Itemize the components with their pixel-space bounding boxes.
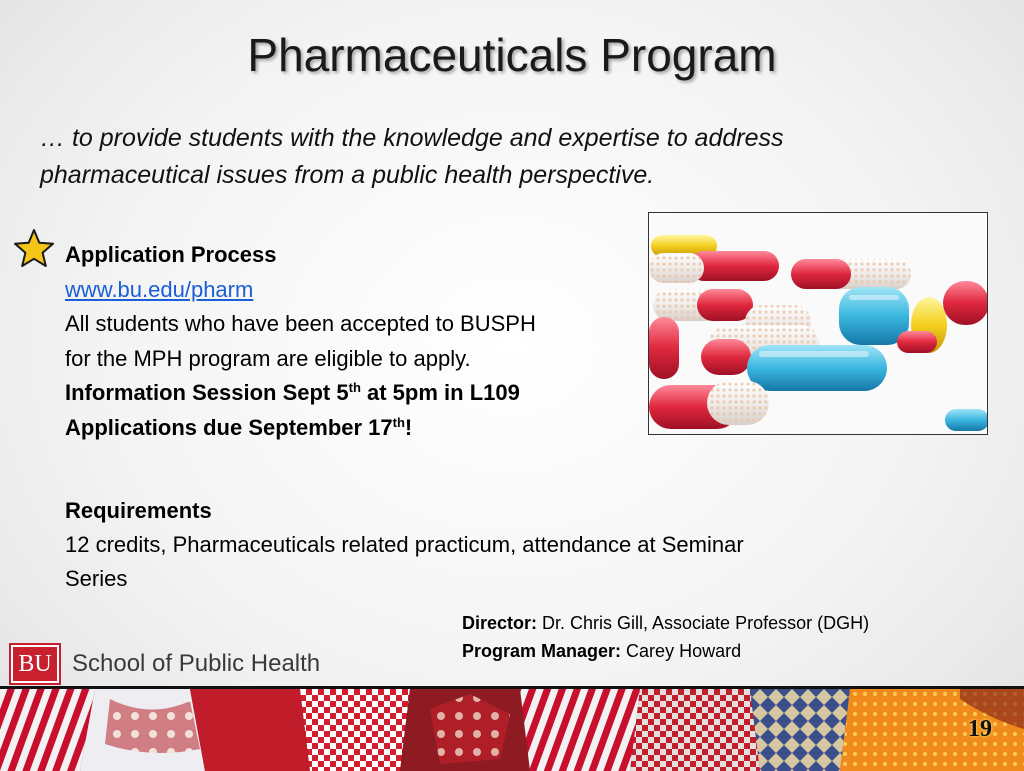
bu-mark-text: BU <box>13 647 57 681</box>
requirements-heading: Requirements <box>65 498 212 523</box>
staff-section <box>462 609 869 665</box>
manager-line <box>462 637 869 665</box>
eligibility-line-1: All students who have been accepted to BUSPH <box>65 311 536 336</box>
director-value: Dr. Chris Gill, Associate Professor (DGH) <box>537 613 870 633</box>
requirements-line-1: 12 credits, Pharmaceuticals related practicum, attendance at Seminar <box>65 532 744 557</box>
requirements-section <box>65 494 905 596</box>
info-session <box>65 376 645 411</box>
application-heading: Application Process <box>65 242 277 267</box>
due-date-rest: ! <box>404 414 413 440</box>
fabric-banner <box>0 686 1024 771</box>
requirements-line-2: Series <box>65 566 128 591</box>
info-session-sup: th <box>348 380 361 395</box>
application-link[interactable]: www.bu.edu/pharm <box>65 276 254 302</box>
due-date <box>65 411 645 446</box>
fabric-illustration <box>0 689 1024 771</box>
star-icon <box>14 228 54 268</box>
manager-label: Program Manager: <box>462 641 622 661</box>
director-line <box>462 609 869 637</box>
subtitle-line-1: … to provide students with the knowledge and expertise to address <box>40 124 784 152</box>
bu-mark <box>9 643 61 685</box>
info-session-rest: at 5pm in L109 <box>360 380 520 405</box>
eligibility-line-2: for the MPH program are eligible to apply. <box>65 345 471 371</box>
page-number: 19 <box>968 716 992 742</box>
manager-value: Carey Howard <box>621 641 742 661</box>
application-section <box>65 238 645 445</box>
school-name: School of Public Health <box>72 650 321 677</box>
slide-subtitle <box>40 120 920 194</box>
subtitle-line-2: pharmaceutical issues from a public health perspective. <box>40 161 655 189</box>
pills-photo <box>648 212 988 435</box>
slide-title: Pharmaceuticals Program <box>247 29 777 81</box>
due-date-text: Applications due September 17 <box>65 414 393 440</box>
due-date-sup: th <box>392 414 405 430</box>
bu-sph-logo <box>9 643 320 685</box>
info-session-text: Information Session Sept 5 <box>65 380 349 405</box>
director-label: Director: <box>462 613 538 633</box>
pills-illustration <box>649 213 987 434</box>
